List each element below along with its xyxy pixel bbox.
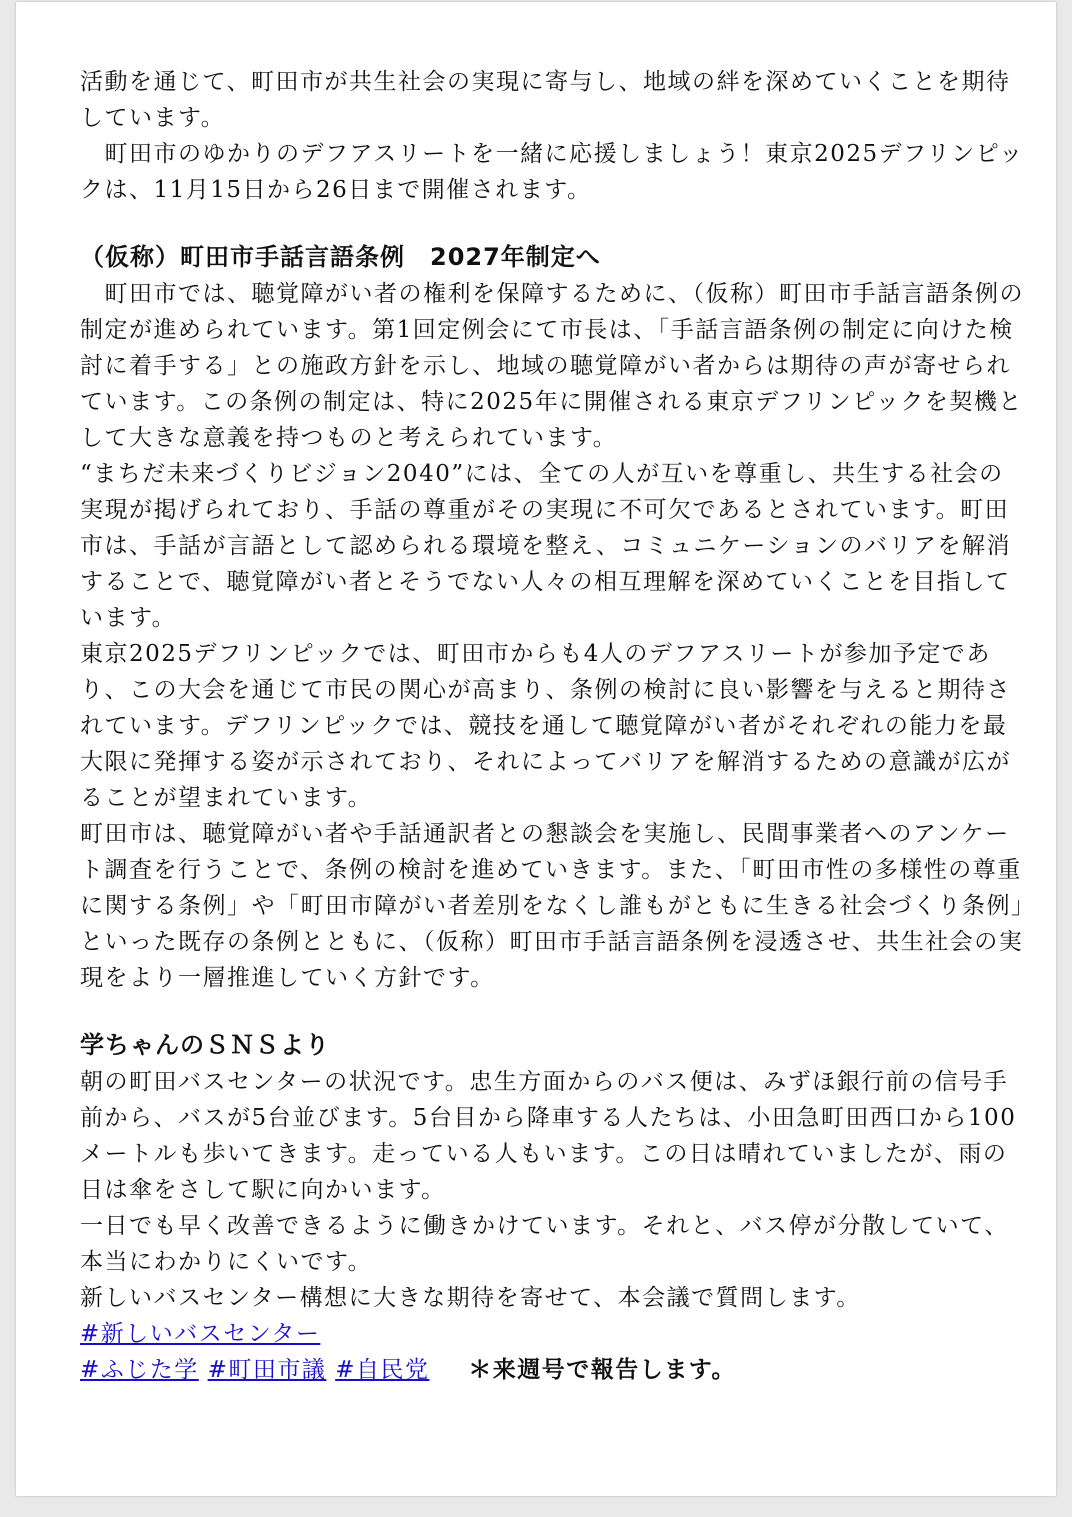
- spacer: [80, 208, 1026, 238]
- paragraph: 町田市では、聴覚障がい者の権利を保障するために、（仮称）町田市手話言語条例の制定が進められています。第1回定例会にて市長は、「手話言語条例の制定に向けた検討に着手する」との施政方針を示し、地域の聴覚障がい者からは期待の声が寄せられています。この条例の制定は、特に2025年に開催される東京デフリンピックを契機として大きな意義を持つものと考えられています。: [80, 281, 1024, 451]
- hashtag-link-ldp[interactable]: #自民党: [335, 1357, 430, 1383]
- paragraph: 町田市は、聴覚障がい者や手話通訳者との懇談会を実施し、民間事業者へのアンケート調査を行うことで、条例の検討を進めていきます。また、「町田市性の多様性の尊重に関する条例」や「町田市障がい者差別をなくし誰もがともに生きる社会づくり条例」といった既存の条例とともに、（仮称）町田市手話言語条例を浸透させ、共生社会の実現をより一層推進していく方針です。: [80, 821, 1024, 991]
- section-heading-sns: 学ちゃんのＳＮＳより: [80, 1031, 330, 1059]
- next-issue-notice: ＊来週号で報告します。: [468, 1357, 736, 1383]
- section-heading-sign-language-ordinance: （仮称）町田市手話言語条例 2027年制定へ: [80, 243, 601, 271]
- hashtag-link-fujita-manabu[interactable]: #ふじた学: [80, 1357, 199, 1383]
- paragraph: 一日でも早く改善できるように働きかけています。それと、バス停が分散していて、本当にわかりにくいです。: [80, 1213, 1009, 1275]
- spacer: [80, 996, 1026, 1026]
- document-page: [16, 2, 1056, 1496]
- hashtag-link-new-bus-center[interactable]: #新しいバスセンター: [80, 1321, 321, 1347]
- document-content: [80, 64, 1026, 1388]
- paragraph: “まちだ未来づくりビジョン2040”には、全ての人が互いを尊重し、共生する社会の実現が掲げられており、手話の尊重がその実現に不可欠であるとされています。町田市は、手話が言語として認められる環境を整え、コミュニケーションのバリアを解消することで、聴覚障がい者とそうでない人々の相互理解を深めていくことを目指しています。: [80, 461, 1011, 631]
- paragraph: 新しいバスセンター構想に大きな期待を寄せて、本会議で質問します。: [80, 1285, 861, 1311]
- hashtag-line: [80, 1352, 1026, 1388]
- paragraph: 東京2025デフリンピックでは、町田市からも4人のデフアスリートが参加予定であり、この大会を通じて市民の関心が高まり、条例の検討に良い影響を与えると期待されています。デフリンピックでは、競技を通して聴覚障がい者がそれぞれの能力を最大限に発揮する姿が示されており、それによってバリアを解消するための意識が広がることが望まれています。: [80, 641, 1011, 811]
- hashtag-link-machida-councilor[interactable]: #町田市議: [207, 1357, 327, 1383]
- paragraph: 朝の町田バスセンターの状況です。忠生方面からのバス便は、みずほ銀行前の信号手前から、バスが5台並びます。5台目から降車する人たちは、小田急町田西口から100メートルも歩いてきます。走っている人もいます。この日は晴れていましたが、雨の日は傘をさして駅に向かいます。: [80, 1069, 1017, 1203]
- paragraph: 活動を通じて、町田市が共生社会の実現に寄与し、地域の絆を深めていくことを期待しています。: [80, 69, 1011, 131]
- paragraph: 町田市のゆかりのデフアスリートを一緒に応援しましょう！東京2025デフリンピックは、11月15日から26日まで開催されます。: [80, 141, 1024, 203]
- hashtag-line: [80, 1316, 1026, 1352]
